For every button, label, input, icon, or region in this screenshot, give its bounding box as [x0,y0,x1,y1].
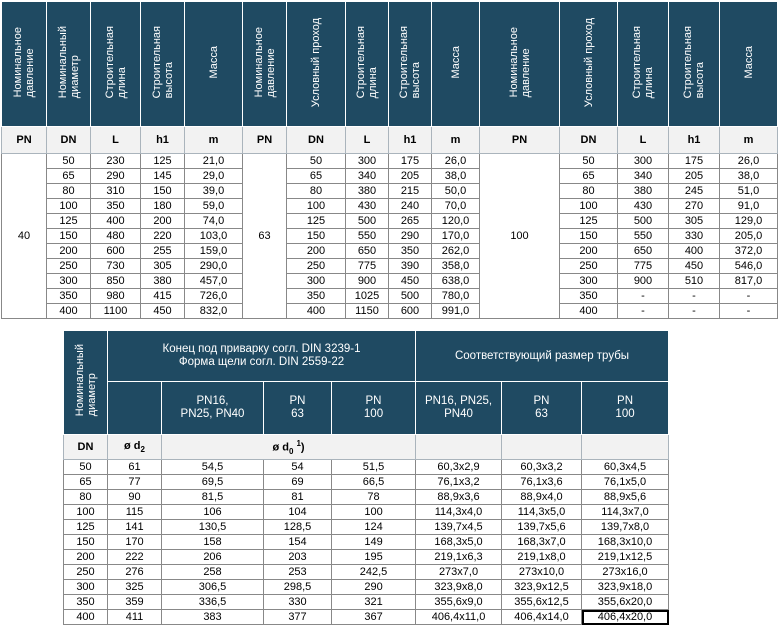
symbol-empty [582,435,669,460]
table-cell: 54 [264,460,332,475]
table-row [2,304,778,319]
table-cell: 638,0 [432,274,480,289]
table-cell: 81,5 [162,490,264,505]
table-cell: 125 [47,214,91,229]
table-row [2,199,778,214]
table-cell: 54,5 [162,460,264,475]
table-cell: - [669,289,720,304]
table-cell: 125 [287,214,346,229]
column-symbol: PN [2,127,47,154]
table-cell: 124 [332,520,416,535]
table-cell: 250 [64,565,108,580]
table-cell: 59,0 [185,199,243,214]
table-cell: 76,1x3,6 [502,475,582,490]
header-pipe-size: Соответствующий размер трубы [416,331,669,382]
table-cell: 900 [618,274,669,289]
column-symbol: h1 [669,127,720,154]
header-nominal-diameter: Номинальный диаметр [64,331,108,435]
table-row [2,169,778,184]
table-row [2,214,778,229]
table-cell: 139,7x8,0 [582,520,669,535]
column-header: Строительная высота [389,2,432,127]
table-cell: 500 [346,214,389,229]
table-cell: 273x10,0 [502,565,582,580]
table-cell: 380 [141,274,185,289]
table-cell: 510 [669,274,720,289]
table-cell: 65 [287,169,346,184]
column-symbol: h1 [389,127,432,154]
table-cell: 300 [64,580,108,595]
table-cell: 350 [47,289,91,304]
table-cell: 90 [108,490,162,505]
table-cell: 406,4x20,0 [582,610,669,625]
table-cell: 450 [141,304,185,319]
column-symbol: h1 [141,127,185,154]
column-symbol: PN [243,127,287,154]
table-cell: 130,5 [162,520,264,535]
table-cell: 265 [389,214,432,229]
table-cell: 273x16,0 [582,565,669,580]
table-cell: 128,5 [264,520,332,535]
table-cell: 250 [287,259,346,274]
table-cell: 390 [389,259,432,274]
table-cell: 38,0 [432,169,480,184]
table-cell: 125 [560,214,618,229]
column-header: Номинальный диаметр [47,2,91,127]
table-cell: 377 [264,610,332,625]
table-cell: 780,0 [432,289,480,304]
column-header: Строительная высота [669,2,720,127]
table-cell: 400 [560,304,618,319]
table-cell: 125 [64,520,108,535]
table-cell: 50 [560,154,618,169]
table-cell: 170 [108,535,162,550]
table-row [64,550,669,565]
table-cell: 69,5 [162,475,264,490]
table-cell: 300 [287,274,346,289]
table-cell: 175 [389,154,432,169]
table-cell: 546,0 [720,259,778,274]
table-cell: 80 [560,184,618,199]
table-cell: 372,0 [720,244,778,259]
table-cell: 168,3x10,0 [582,535,669,550]
column-header: Номинальное давление [480,2,560,127]
table-row [2,259,778,274]
table-cell: - [618,304,669,319]
table-cell: 88,9x3,6 [416,490,502,505]
table-cell: 406,4x11,0 [416,610,502,625]
pn-value: 63 [243,154,287,319]
header-pipe-pn-16-25-40: PN16, PN25, PN40 [416,382,502,435]
table-cell: 980 [91,289,141,304]
table-cell: 450 [389,274,432,289]
table-cell: 81 [264,490,332,505]
table-row [64,505,669,520]
column-header: Строительная длина [618,2,669,127]
table-cell: 290,0 [185,259,243,274]
table-cell: 91,0 [720,199,778,214]
table-cell: 350 [64,595,108,610]
table-cell: 273x7,0 [416,565,502,580]
table-cell: 310 [91,184,141,199]
table-cell: 76,1x3,2 [416,475,502,490]
table-cell: 159,0 [185,244,243,259]
table-cell: 817,0 [720,274,778,289]
table-cell: 850 [91,274,141,289]
table-cell: 149 [332,535,416,550]
table-row [64,520,669,535]
table-row [64,595,669,610]
table-row [64,580,669,595]
weld-end-pipe-table [63,330,669,625]
table-cell: 350 [560,289,618,304]
table-cell: 125 [141,154,185,169]
column-header: Масса [720,2,778,127]
table-cell: 80 [287,184,346,199]
table-cell: 88,9x4,0 [502,490,582,505]
table-cell: 80 [64,490,108,505]
table-cell: 430 [346,199,389,214]
table-cell: 500 [618,214,669,229]
table-cell: 355,6x12,5 [502,595,582,610]
table-body [64,460,669,625]
table-cell: 80 [47,184,91,199]
table-cell: 88,9x5,6 [582,490,669,505]
symbol-dn: DN [64,435,108,460]
table-cell: 70,0 [432,199,480,214]
column-symbol: PN [480,127,560,154]
table-cell: 29,0 [185,169,243,184]
table-cell: 219,1x12,5 [582,550,669,565]
table-cell: 74,0 [185,214,243,229]
table-cell: 114,3x4,0 [416,505,502,520]
table-cell: 298,5 [264,580,332,595]
table-cell: 832,0 [185,304,243,319]
header-row [2,2,778,127]
header-pn-16-25-40: PN16, PN25, PN40 [162,382,264,435]
header-pipe-pn-100: PN 100 [582,382,669,435]
table-cell: 100 [47,199,91,214]
table-cell: 400 [91,214,141,229]
table-cell: 203 [264,550,332,565]
table-cell: 175 [669,154,720,169]
header-pipe-pn-63: PN 63 [502,382,582,435]
column-symbol: L [618,127,669,154]
table-cell: 550 [618,229,669,244]
table-cell: 258 [162,565,264,580]
table-cell: 150 [141,184,185,199]
table-cell: 380 [618,184,669,199]
table-cell: 400 [669,244,720,259]
column-symbol: L [91,127,141,154]
table-cell: 205,0 [720,229,778,244]
table-cell: 290 [332,580,416,595]
table-cell: 600 [91,244,141,259]
table-cell: 1150 [346,304,389,319]
table-cell: 305 [669,214,720,229]
table-cell: 290 [389,229,432,244]
column-header: Строительная длина [91,2,141,127]
table-cell: 154 [264,535,332,550]
table-cell: 168,3x5,0 [416,535,502,550]
table-cell: 900 [346,274,389,289]
table-cell: 114,3x7,0 [582,505,669,520]
table-cell: 66,5 [332,475,416,490]
table-cell: 359 [108,595,162,610]
table-cell: 104 [264,505,332,520]
table-cell: 306,5 [162,580,264,595]
table-cell: 60,3x4,5 [582,460,669,475]
table-row [2,184,778,199]
table-cell: 150 [560,229,618,244]
table-cell: 26,0 [720,154,778,169]
table-cell: 77 [108,475,162,490]
table-row [64,475,669,490]
table-row [2,289,778,304]
table-cell: 350 [389,244,432,259]
table-cell: - [720,289,778,304]
table-cell: 145 [141,169,185,184]
table-cell: 340 [618,169,669,184]
table-cell: 250 [47,259,91,274]
column-header: Условный проход [560,2,618,127]
table-cell: 150 [47,229,91,244]
table-cell: 276 [108,565,162,580]
table-cell: 406,4x14,0 [502,610,582,625]
table-cell: 106 [162,505,264,520]
symbol-d0: ø $d_0$ $^1$) [162,435,416,460]
table-row [64,490,669,505]
table-cell: 100 [64,505,108,520]
table-cell: 50 [287,154,346,169]
symbol-empty [416,435,502,460]
table-cell: 242,5 [332,565,416,580]
table-cell: 168,3x7,0 [502,535,582,550]
table-cell: 78 [332,490,416,505]
pn-value: 40 [2,154,47,319]
table-cell: 69 [264,475,332,490]
table-row [2,274,778,289]
table-cell: 205 [389,169,432,184]
table-cell: - [720,304,778,319]
table-cell: 39,0 [185,184,243,199]
table-cell: 219,1x6,3 [416,550,502,565]
table-cell: 50 [47,154,91,169]
table-cell: 255 [141,244,185,259]
table-cell: 321 [332,595,416,610]
table-row [2,229,778,244]
table-cell: 240 [389,199,432,214]
column-symbol: DN [47,127,91,154]
table-row [2,244,778,259]
table-row [64,535,669,550]
table-cell: 415 [141,289,185,304]
table-cell: 195 [332,550,416,565]
table-cell: 350 [287,289,346,304]
column-header: Строительная длина [346,2,389,127]
header-pn-63: PN 63 [264,382,332,435]
table-cell: 219,1x8,0 [502,550,582,565]
table-cell: 600 [389,304,432,319]
column-symbol: m [720,127,778,154]
table-cell: 215 [389,184,432,199]
table-cell: 355,6x20,0 [582,595,669,610]
table-cell: 411 [108,610,162,625]
table-cell: 206 [162,550,264,565]
table-cell: 51,0 [720,184,778,199]
table-cell: 141 [108,520,162,535]
table-cell: 61 [108,460,162,475]
table-cell: 250 [560,259,618,274]
table-cell: 400 [47,304,91,319]
column-symbol: DN [560,127,618,154]
table-cell: 775 [346,259,389,274]
table-cell: 380 [346,184,389,199]
table-body [2,154,778,319]
table-cell: 1100 [91,304,141,319]
table-cell: 170,0 [432,229,480,244]
table-cell: 103,0 [185,229,243,244]
column-symbol: m [432,127,480,154]
table-cell: 65 [47,169,91,184]
table-cell: 305 [141,259,185,274]
table-cell: 100 [560,199,618,214]
table-cell: 200 [287,244,346,259]
table-cell: 300 [346,154,389,169]
column-header: Масса [432,2,480,127]
table-cell: 50,0 [432,184,480,199]
table-cell: 158 [162,535,264,550]
table-row [64,610,669,625]
symbol-row [2,127,778,154]
table-cell: 300 [47,274,91,289]
table-cell: 200 [64,550,108,565]
table-cell: 222 [108,550,162,565]
table-cell: 150 [64,535,108,550]
table-cell: 457,0 [185,274,243,289]
table-cell: 340 [346,169,389,184]
table-cell: 430 [618,199,669,214]
table-cell: 65 [560,169,618,184]
table-cell: 991,0 [432,304,480,319]
table-cell: 100 [287,199,346,214]
table-cell: 21,0 [185,154,243,169]
table-cell: 114,3x5,0 [502,505,582,520]
table-cell: 358,0 [432,259,480,274]
table-cell: 60,3x3,2 [502,460,582,475]
table-cell: 205 [669,169,720,184]
table-cell: 129,0 [720,214,778,229]
table-cell: 253 [264,565,332,580]
table-cell: 325 [108,580,162,595]
table-cell: 336,5 [162,595,264,610]
table-cell: 726,0 [185,289,243,304]
table-cell: 100 [332,505,416,520]
header-pn-100: PN 100 [332,382,416,435]
table-cell: 323,9x12,5 [502,580,582,595]
table-cell: 323,9x18,0 [582,580,669,595]
table-cell: - [669,304,720,319]
table-cell: 50 [64,460,108,475]
header-empty [108,382,162,435]
table-cell: 76,1x5,0 [582,475,669,490]
table-cell: 51,5 [332,460,416,475]
table-cell: 330 [669,229,720,244]
table-row [64,565,669,580]
table-cell: 775 [618,259,669,274]
symbol-empty [502,435,582,460]
table-cell: 650 [346,244,389,259]
table-cell: 323,9x8,0 [416,580,502,595]
column-symbol: DN [287,127,346,154]
table-cell: 120,0 [432,214,480,229]
table-cell: 220 [141,229,185,244]
table-cell: 245 [669,184,720,199]
table-cell: 262,0 [432,244,480,259]
table-cell: 290 [91,169,141,184]
table-cell: 367 [332,610,416,625]
table-cell: 200 [141,214,185,229]
table-cell: 65 [64,475,108,490]
pn-value: 100 [480,154,560,319]
table-cell: 139,7x4,5 [416,520,502,535]
table-cell: 200 [560,244,618,259]
table-cell: 230 [91,154,141,169]
table-cell: 300 [560,274,618,289]
table-cell: 350 [91,199,141,214]
column-header: Номинальное давление [243,2,287,127]
table-row [2,154,778,169]
table-cell: 500 [389,289,432,304]
table-cell: - [618,289,669,304]
table-cell: 26,0 [432,154,480,169]
table-cell: 730 [91,259,141,274]
valve-dimensions-table [1,1,778,319]
header-weld-end: Конец под приварку согл. DIN 3239-1 Форма щели согл. DIN 2559-22 [108,331,416,382]
column-header: Строительная высота [141,2,185,127]
table-cell: 400 [287,304,346,319]
table-cell: 1025 [346,289,389,304]
table-cell: 60,3x2,9 [416,460,502,475]
table-cell: 650 [618,244,669,259]
table-cell: 550 [346,229,389,244]
table-cell: 300 [618,154,669,169]
table-cell: 450 [669,259,720,274]
column-symbol: L [346,127,389,154]
table-cell: 480 [91,229,141,244]
column-header: Номинальное давление [2,2,47,127]
table-cell: 400 [64,610,108,625]
table-cell: 355,6x9,0 [416,595,502,610]
table-row [64,460,669,475]
table-cell: 383 [162,610,264,625]
column-header: Условный проход [287,2,346,127]
table-cell: 150 [287,229,346,244]
table-cell: 180 [141,199,185,214]
table-cell: 38,0 [720,169,778,184]
table-cell: 330 [264,595,332,610]
symbol-d2: ø $d_2$ [108,435,162,460]
column-symbol: m [185,127,243,154]
table-cell: 200 [47,244,91,259]
table-cell: 139,7x5,6 [502,520,582,535]
table-cell: 270 [669,199,720,214]
column-header: Масса [185,2,243,127]
table-cell: 115 [108,505,162,520]
